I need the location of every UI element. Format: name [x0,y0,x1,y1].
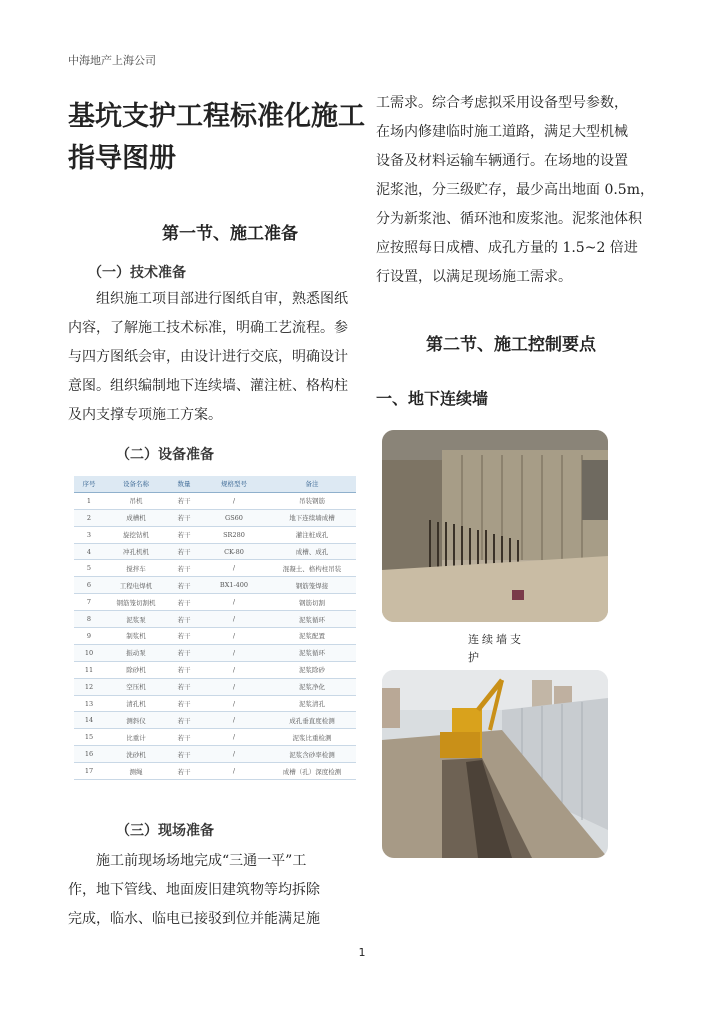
table-cell: 泥浆清孔 [268,695,356,712]
table-cell: GS60 [200,509,268,526]
table-row [74,492,356,509]
table-cell: 3 [74,526,104,543]
table-cell: 测绳 [104,763,168,780]
table-row [74,594,356,611]
table-cell: SR280 [200,526,268,543]
site-prep-body-right [376,89,666,292]
table-row [74,644,356,661]
text-line: 施工前现场场地完成“三通一平”工 [96,853,307,869]
table-cell: 泥浆循环 [268,644,356,661]
table-cell: 空压机 [104,678,168,695]
table-cell: 工程电焊机 [104,577,168,594]
table-cell: 9 [74,628,104,645]
table-cell: / [200,560,268,577]
equipment-table-header [74,476,356,492]
table-cell: 成槽（孔）深度检测 [268,763,356,780]
table-row [74,577,356,594]
table-cell: CK-80 [200,543,268,560]
header-organization: 中海地产上海公司 [68,54,156,67]
table-cell: / [200,594,268,611]
table-row [74,560,356,577]
table-cell: 除砂机 [104,661,168,678]
text-line: 行设置，以满足现场施工需求。 [376,269,572,285]
table-cell: 地下连续墙成槽 [268,509,356,526]
table-cell: 若干 [168,729,200,746]
table-cell: 钢筋笼焊接 [268,577,356,594]
trench-excavation-photo [382,670,608,858]
text-line: 泥浆池，分三级贮存，最少高出地面 0.5m， [376,182,654,198]
text-line: 完成，临水、临电已接驳到位并能满足施 [68,911,320,927]
table-cell: 若干 [168,746,200,763]
table-row [74,526,356,543]
table-cell: 11 [74,661,104,678]
table-cell: / [200,644,268,661]
table-cell: 若干 [168,594,200,611]
section-2-heading: 第二节、施工控制要点 [426,335,596,355]
table-cell: 制浆机 [104,628,168,645]
table-cell: 泥浆比重检测 [268,729,356,746]
table-cell: 钢筋切割 [268,594,356,611]
table-cell: 若干 [168,611,200,628]
page-number: 1 [358,946,366,959]
table-row [74,695,356,712]
text-line: 分为新浆池、循环池和废浆池。泥浆池体积 [376,211,642,227]
table-cell: / [200,712,268,729]
table-cell: 若干 [168,678,200,695]
table-cell: 泥浆配置 [268,628,356,645]
site-prep-body-left [68,847,368,934]
text-line: 在场内修建临时施工道路，满足大型机械 [376,124,628,140]
table-row [74,543,356,560]
text-line: 设备及材料运输车辆通行。在场地的设置 [376,153,628,169]
table-cell: / [200,678,268,695]
photo-caption: 连续墙支护 [468,633,524,664]
table-cell: 若干 [168,543,200,560]
table-cell: 10 [74,644,104,661]
column-header: 设备名称 [104,476,168,492]
table-cell: 7 [74,594,104,611]
table-cell: 若干 [168,712,200,729]
diaphragm-wall-heading: 一、地下连续墙 [376,389,489,408]
table-cell: 洗砂机 [104,746,168,763]
table-cell: 14 [74,712,104,729]
table-row [74,712,356,729]
table-cell: 测斜仪 [104,712,168,729]
section-1-heading: 第一节、施工准备 [162,224,298,244]
table-cell: 若干 [168,526,200,543]
table-cell: / [200,729,268,746]
table-cell: 成槽、成孔 [268,543,356,560]
table-cell: 泥浆循环 [268,611,356,628]
table-cell: 吊机 [104,492,168,509]
table-cell: 清孔机 [104,695,168,712]
table-cell: 比重计 [104,729,168,746]
table-cell: 5 [74,560,104,577]
table-row [74,628,356,645]
table-cell: 吊装钢筋 [268,492,356,509]
table-cell: 12 [74,678,104,695]
diaphragm-wall-photo [382,430,608,622]
equipment-table [74,476,356,780]
table-row [74,729,356,746]
tech-prep-body: 组织施工项目部进行图纸自审，熟悉图纸内容，了解施工技术标准，明确工艺流程。参与四方图纸会审，由设计进行交底，明确设计意图。组织编制地下连续墙、灌注桩、格构柱及内支撑专项施工方案。 [68,291,348,423]
table-row [74,678,356,695]
table-cell: / [200,661,268,678]
table-cell: 若干 [168,644,200,661]
table-cell: 1 [74,492,104,509]
tech-prep-heading: （一）技术准备 [88,265,186,281]
table-cell: 若干 [168,661,200,678]
table-cell: 6 [74,577,104,594]
table-cell: 成孔垂直度检测 [268,712,356,729]
table-cell: / [200,492,268,509]
table-cell: 若干 [168,577,200,594]
table-cell: / [200,746,268,763]
table-cell: 若干 [168,509,200,526]
table-cell: 若干 [168,560,200,577]
table-cell: 泥浆除砂 [268,661,356,678]
text-line: 工需求。综合考虑拟采用设备型号参数， [376,95,628,111]
column-header: 序号 [74,476,104,492]
column-header: 备注 [268,476,356,492]
table-cell: 混凝土、格构柱吊装 [268,560,356,577]
table-cell: / [200,695,268,712]
table-cell: 若干 [168,628,200,645]
equipment-prep-heading: （二）设备准备 [116,447,214,463]
table-row [74,509,356,526]
table-cell: 若干 [168,695,200,712]
table-cell: 17 [74,763,104,780]
text-line: 作，地下管线、地面废旧建筑物等均拆除 [68,882,320,898]
column-header: 数量 [168,476,200,492]
table-cell: / [200,763,268,780]
table-cell: 泥浆泵 [104,611,168,628]
table-cell: 4 [74,543,104,560]
table-row [74,763,356,780]
table-cell: 振动泵 [104,644,168,661]
table-cell: 冲孔机机 [104,543,168,560]
table-cell: 8 [74,611,104,628]
table-cell: / [200,611,268,628]
text-line: 应按照每日成槽、成孔方量的 1.5~2 倍进 [376,240,638,256]
table-cell: 13 [74,695,104,712]
table-cell: 2 [74,509,104,526]
table-cell: 灌注桩成孔 [268,526,356,543]
table-cell: 若干 [168,492,200,509]
table-cell: 泥浆净化 [268,678,356,695]
table-cell: 泥浆含砂率检测 [268,746,356,763]
table-cell: 15 [74,729,104,746]
table-cell: 16 [74,746,104,763]
table-row [74,746,356,763]
table-cell: 成槽机 [104,509,168,526]
document-title: 基坑支护工程标准化施工指导图册 [68,101,365,174]
column-header: 规格型号 [200,476,268,492]
site-prep-heading: （三）现场准备 [116,823,214,839]
table-cell: 搅拌车 [104,560,168,577]
table-cell: / [200,628,268,645]
table-row [74,611,356,628]
table-cell: 钢筋笼切割机 [104,594,168,611]
table-row [74,661,356,678]
table-cell: 旋挖钻机 [104,526,168,543]
table-cell: BX1-400 [200,577,268,594]
table-cell: 若干 [168,763,200,780]
